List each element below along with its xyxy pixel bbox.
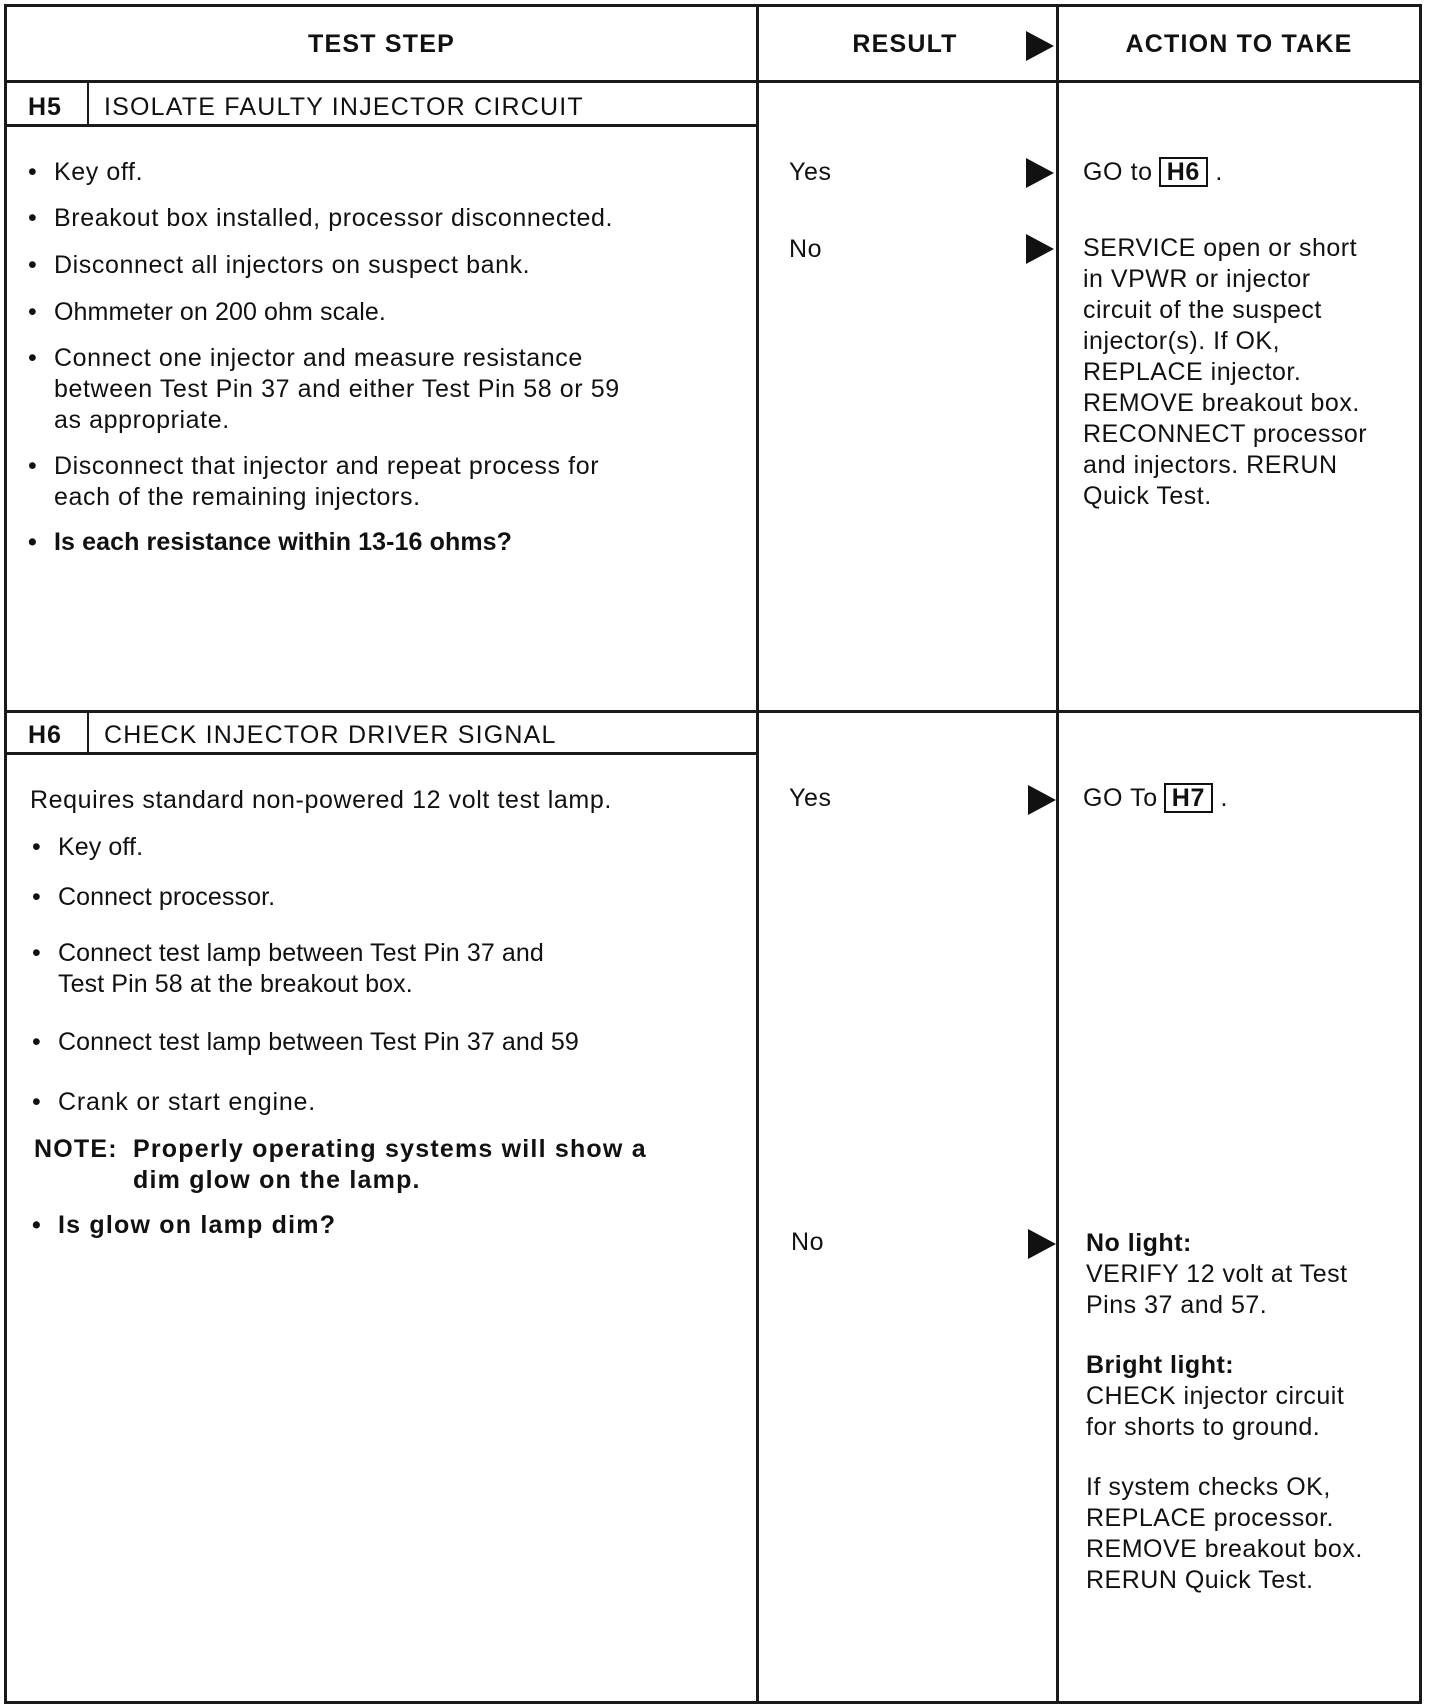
frame-top <box>4 4 1422 7</box>
header-result: RESULT <box>852 30 958 58</box>
bright-light-label: Bright light: <box>1086 1351 1235 1379</box>
h6-note-line1: Properly operating systems will show a <box>133 1135 647 1163</box>
header-rule <box>4 80 1422 83</box>
h5-result-yes: Yes <box>789 158 832 186</box>
h6-id-divider <box>87 713 89 755</box>
h5-id-divider <box>87 83 89 125</box>
h5-no-arrow-icon <box>1026 234 1054 264</box>
h5-step-2: • Breakout box installed, processor disconnected. <box>28 204 614 232</box>
header-action: ACTION TO TAKE <box>1125 30 1353 58</box>
h6-step-4: • Connect test lamp between Test Pin 37 and 59 <box>32 1028 579 1056</box>
h5-result-no: No <box>789 235 823 263</box>
section-rule <box>4 710 1422 713</box>
h6-intro: Requires standard non-powered 12 volt test lamp. <box>30 786 612 814</box>
h6-result-no: No <box>791 1228 825 1256</box>
header-arrow-icon <box>1026 31 1054 61</box>
h5-step-3: • Disconnect all injectors on suspect bank. <box>28 251 531 279</box>
h5-step-4: • Ohmmeter on 200 ohm scale. <box>28 298 386 326</box>
h6-result-yes: Yes <box>789 784 832 812</box>
h6-title-rule <box>4 752 756 755</box>
h5-step-5: • Connect one injector and measure resistance between Test Pin 37 and either Test Pin 58 or 59 as appropriate. <box>28 344 620 434</box>
h5-no-action: SERVICE open or short in VPWR or injector circuit of the suspect injector(s). If OK, REPLACE injector. REMOVE breakout box. RECONNECT processor and injectors. RERUN Quick Test. <box>1083 234 1368 510</box>
h6-goto-ref[interactable]: H7 <box>1164 783 1213 813</box>
step-id-h5: H5 <box>28 93 62 121</box>
h5-yes-arrow-icon <box>1026 158 1054 188</box>
h6-no-action: No light: VERIFY 12 volt at Test Pins 37 and 57. Bright light: CHECK injector circuit for shorts to ground. If system checks OK, REPLACE processor. REMOVE breakout box. RERUN Quick Test. <box>1086 1228 1406 1596</box>
h6-step-1: • Key off. <box>32 833 144 861</box>
step-title-h5: ISOLATE FAULTY INJECTOR CIRCUIT <box>104 93 584 121</box>
no-light-label: No light: <box>1086 1229 1192 1257</box>
frame-bottom <box>4 1701 1422 1704</box>
h6-note-line2: dim glow on the lamp. <box>133 1166 421 1194</box>
h5-goto-ref[interactable]: H6 <box>1159 157 1208 187</box>
h6-yes-action: GO To H7 . <box>1083 784 1229 812</box>
h5-step-6: • Disconnect that injector and repeat process for each of the remaining injectors. <box>28 452 600 511</box>
h6-step-2: • Connect processor. <box>32 883 276 911</box>
h6-note-label: NOTE: <box>34 1135 118 1163</box>
frame-right <box>1419 4 1422 1704</box>
h6-yes-arrow-icon <box>1028 785 1056 815</box>
h5-title-rule <box>4 124 756 127</box>
h6-step-3: • Connect test lamp between Test Pin 37 and Test Pin 58 at the breakout box. <box>32 939 544 998</box>
h6-step-5: • Crank or start engine. <box>32 1088 316 1116</box>
h6-no-arrow-icon <box>1028 1229 1056 1259</box>
frame-left <box>4 4 7 1704</box>
h5-question: • Is each resistance within 13-16 ohms? <box>28 528 513 556</box>
step-id-h6: H6 <box>28 721 62 749</box>
h6-question: • Is glow on lamp dim? <box>32 1211 337 1239</box>
divider-result <box>756 4 759 1704</box>
header-test-step: TEST STEP <box>308 30 455 58</box>
h5-step-1: • Key off. <box>28 158 144 186</box>
h5-yes-action: GO to H6 . <box>1083 158 1223 186</box>
step-title-h6: CHECK INJECTOR DRIVER SIGNAL <box>104 721 557 749</box>
divider-action <box>1056 4 1059 1704</box>
